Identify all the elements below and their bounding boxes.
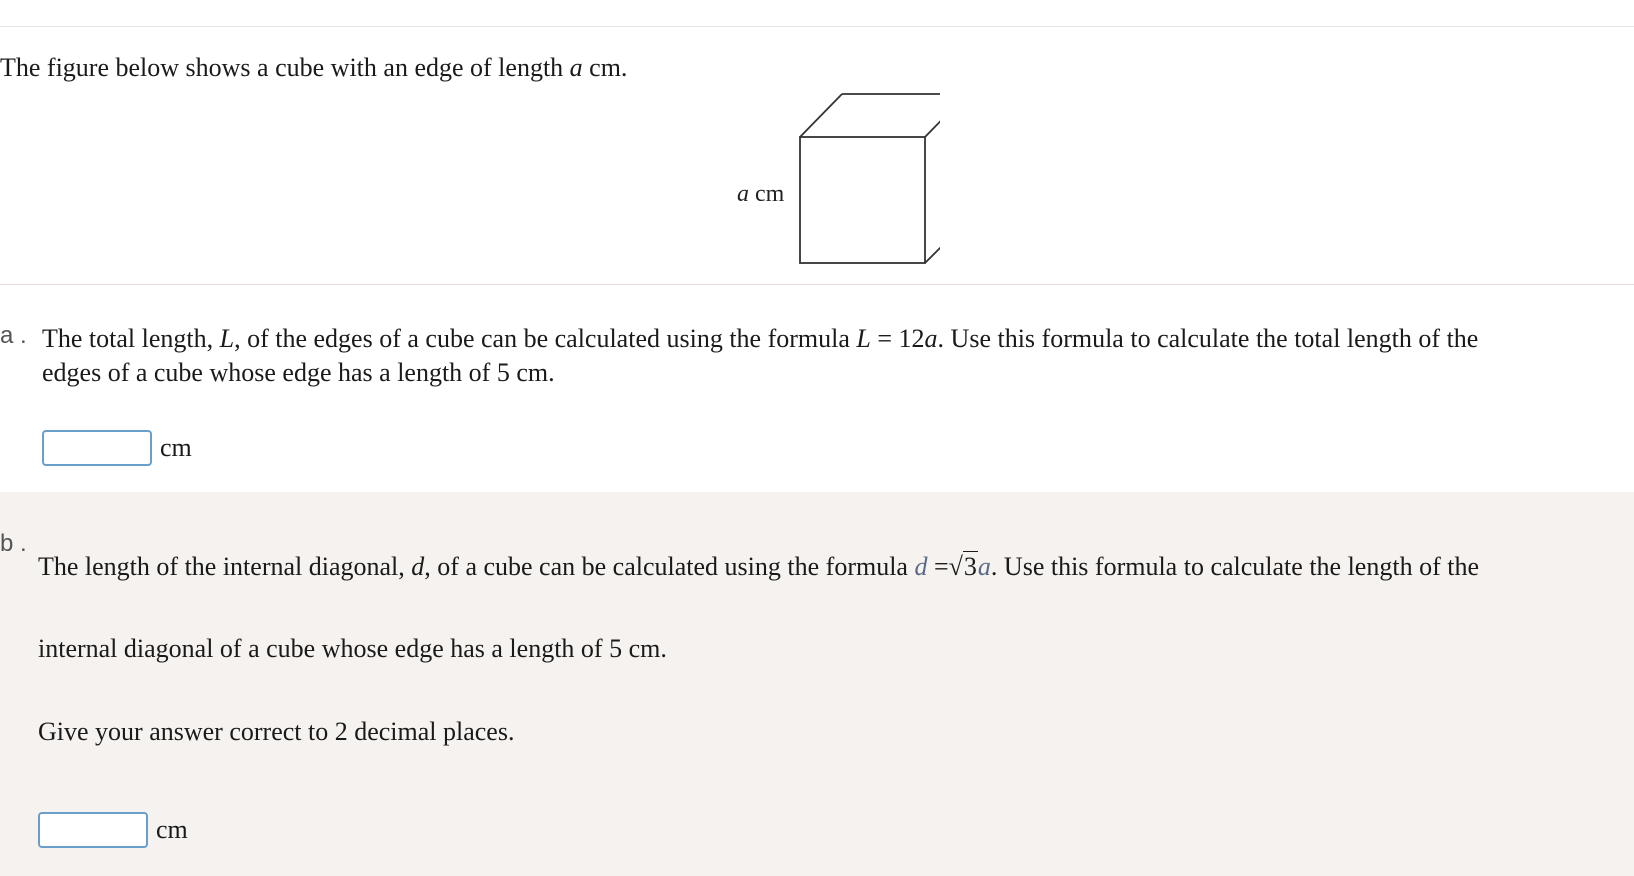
part-a-text: The total length, [42,324,220,353]
part-b-answer-row [38,812,188,848]
part-a-text: . Use this formula to calculate the total length of the [937,324,1479,353]
part-a-question [42,322,1622,390]
cube-figure [700,84,940,264]
part-a-line-2: edges of a cube whose edge has a length of 5 cm. [42,358,555,387]
part-a-formula-L: L [856,324,871,353]
part-a-var-L: L [219,324,235,353]
part-a-line-1 [42,322,1622,356]
cube-edge-label-var: a [737,181,749,207]
cube-edge-top-right [925,94,940,137]
part-b-line-3: Give your answer correct to 2 decimal places. [38,717,515,746]
part-b-text: , of a cube can be calculated using the formula [424,552,915,581]
part-b-formula-sqrt [949,550,978,584]
cube-front-face [800,137,925,263]
intro-text-part: The figure below shows a cube with an edge of length [0,53,570,82]
part-b-text: The length of the internal diagonal, [38,552,412,581]
part-a-unit: cm [160,433,192,462]
intro-text [0,52,627,84]
part-a-answer-row [42,430,192,466]
intro-variable: a [569,53,583,82]
top-divider [0,26,1634,27]
cube-edge-label-unit: cm [749,181,785,207]
part-a-formula-a: a [924,324,938,353]
cube-edge-bottom-right [925,221,940,263]
cube-edge-top-left [800,94,842,137]
part-b-marker: b . [0,530,27,557]
part-a-formula-eq: = 12 [870,324,925,353]
part-b-line-2: internal diagonal of a cube whose edge has a length of 5 cm. [38,634,667,663]
sqrt-sign: √ [948,552,963,581]
cube-edge-label [737,180,784,208]
part-a-marker: a . [0,322,27,349]
section-divider [0,284,1634,285]
intro-text-end: cm. [582,53,628,82]
sqrt-radicand: 3 [963,552,977,581]
part-b-formula-d: d [914,552,928,581]
part-a-answer-input[interactable] [42,430,152,466]
part-b-var-d: d [411,552,425,581]
part-a-text: , of the edges of a cube can be calculated using the formula [234,324,857,353]
part-b-line-1 [38,550,1479,584]
part-b-answer-input[interactable] [38,812,148,848]
part-b-formula-a: a [977,552,991,581]
part-b-unit: cm [156,815,188,844]
part-b-formula-eq: = [927,552,949,581]
part-b-text: . Use this formula to calculate the length of the [990,552,1479,581]
